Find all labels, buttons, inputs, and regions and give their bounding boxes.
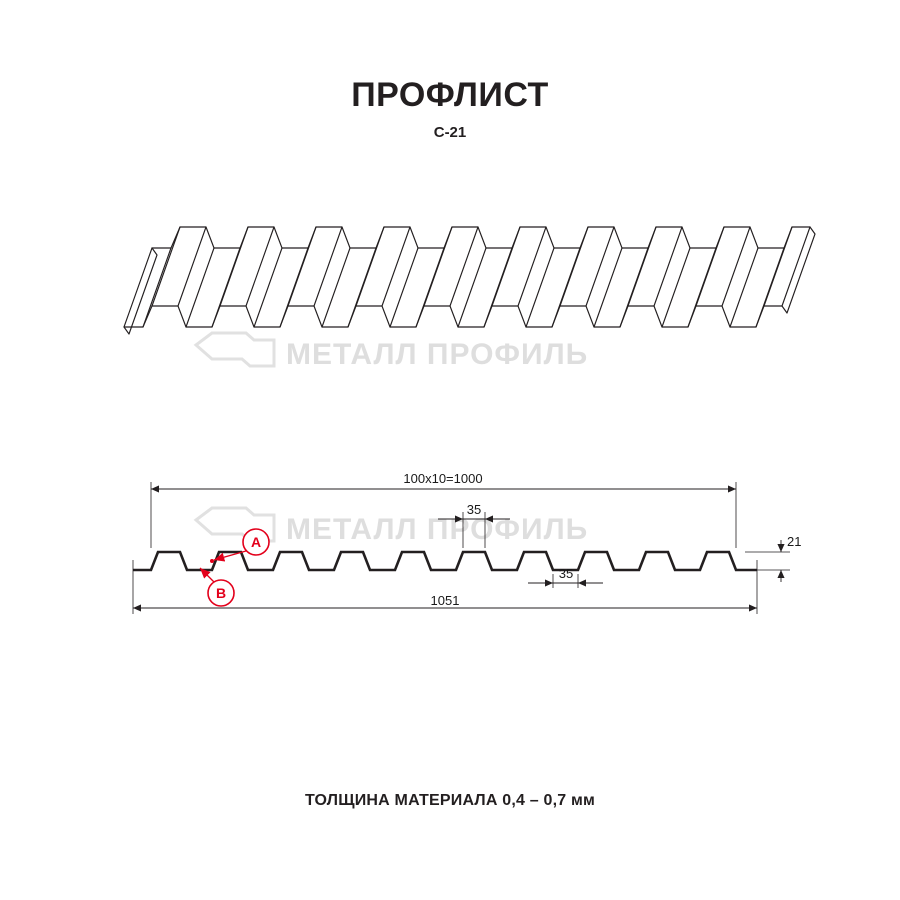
dim-overall-width-label: 1051 [430, 593, 460, 608]
dim-rib-bottom-label: 35 [558, 566, 574, 581]
material-thickness-note: ТОЛЩИНА МАТЕРИАЛА 0,4 – 0,7 мм [304, 792, 596, 809]
dim-height-label: 21 [787, 534, 802, 549]
dim-rib-top-label: 35 [466, 502, 482, 517]
callout-b-label: B [215, 585, 227, 601]
watermark-text-top: МЕТАЛЛ ПРОФИЛЬ [286, 338, 589, 371]
page-title: ПРОФЛИСТ [351, 76, 549, 114]
watermark-text-bottom: МЕТАЛЛ ПРОФИЛЬ [286, 513, 589, 546]
callout-b [200, 568, 234, 606]
callout-a-label: A [250, 534, 262, 550]
callout-a [210, 529, 269, 563]
dim-working-width-label: 100х10=1000 [403, 471, 483, 486]
product-code: С-21 [433, 123, 467, 141]
